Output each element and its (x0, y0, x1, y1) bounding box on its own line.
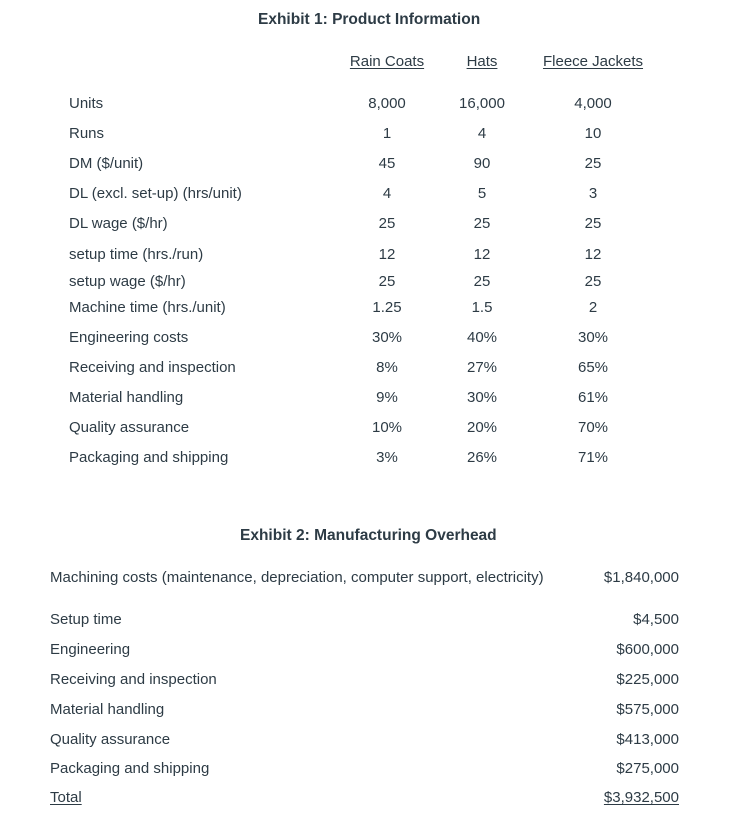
cell-fleece-jackets: 25 (584, 215, 602, 232)
overhead-value-engineering: $600,000 (616, 641, 679, 658)
row-label: setup wage ($/hr) (69, 273, 186, 290)
cell-hats: 20% (466, 419, 498, 436)
overhead-total-label: Total (50, 789, 82, 806)
overhead-value-material-handling: $575,000 (616, 701, 679, 718)
row-label: Receiving and inspection (69, 359, 236, 376)
cell-rain-coats: 30% (371, 329, 403, 346)
cell-rain-coats: 12 (378, 246, 396, 263)
cell-rain-coats: 4 (382, 185, 392, 202)
cell-hats: 4 (477, 125, 487, 142)
row-label: Material handling (69, 389, 184, 406)
cell-rain-coats: 8,000 (368, 95, 406, 112)
row-label: Runs (69, 125, 105, 142)
cell-rain-coats: 45 (378, 155, 396, 172)
cell-rain-coats: 1.25 (372, 299, 402, 316)
cell-fleece-jackets: 3 (588, 185, 598, 202)
cell-hats: 27% (466, 359, 498, 376)
exhibit2-title: Exhibit 2: Manufacturing Overhead (240, 527, 497, 544)
overhead-value-receiving: $225,000 (616, 671, 679, 688)
overhead-value-machining: $1,840,000 (603, 569, 679, 586)
overhead-value-quality: $413,000 (616, 731, 679, 748)
row-label: Engineering costs (69, 329, 189, 346)
cell-rain-coats: 8% (376, 359, 398, 376)
cell-hats: 25 (473, 215, 491, 232)
cell-fleece-jackets: 71% (577, 449, 609, 466)
exhibit1-title: Exhibit 1: Product Information (258, 11, 481, 28)
row-label: DM ($/unit) (69, 155, 144, 172)
cell-fleece-jackets: 61% (577, 389, 609, 406)
overhead-label-packaging: Packaging and shipping (50, 760, 210, 777)
cell-fleece-jackets: 65% (577, 359, 609, 376)
cell-fleece-jackets: 2 (588, 299, 598, 316)
cell-fleece-jackets: 70% (577, 419, 609, 436)
cell-hats: 90 (473, 155, 491, 172)
cell-hats: 26% (466, 449, 498, 466)
row-label: DL (excl. set-up) (hrs/unit) (69, 185, 242, 202)
cell-rain-coats: 9% (376, 389, 398, 406)
cell-fleece-jackets: 12 (584, 246, 602, 263)
column-header-rain-coats: Rain Coats (349, 53, 425, 70)
overhead-total-value: $3,932,500 (603, 789, 679, 806)
cell-fleece-jackets: 25 (584, 155, 602, 172)
overhead-label-engineering: Engineering (50, 641, 131, 658)
overhead-label-setup: Setup time (50, 611, 122, 628)
cell-rain-coats: 25 (378, 273, 396, 290)
overhead-value-setup: $4,500 (633, 611, 679, 628)
cell-hats: 1.5 (471, 299, 493, 316)
overhead-label-machining: Machining costs (maintenance, depreciation, computer support, electricity) (50, 569, 544, 586)
overhead-label-quality: Quality assurance (50, 731, 171, 748)
overhead-label-receiving: Receiving and inspection (50, 671, 217, 688)
cell-rain-coats: 1 (382, 125, 392, 142)
overhead-label-material-handling: Material handling (50, 701, 165, 718)
row-label: Units (69, 95, 104, 112)
row-label: setup time (hrs./run) (69, 246, 204, 263)
cell-rain-coats: 25 (378, 215, 396, 232)
cell-rain-coats: 3% (376, 449, 398, 466)
cell-hats: 16,000 (459, 95, 505, 112)
column-header-hats: Hats (466, 53, 498, 70)
cell-fleece-jackets: 4,000 (574, 95, 612, 112)
cell-fleece-jackets: 10 (584, 125, 602, 142)
row-label: Quality assurance (69, 419, 190, 436)
cell-fleece-jackets: 25 (584, 273, 602, 290)
cell-fleece-jackets: 30% (577, 329, 609, 346)
column-header-fleece-jackets: Fleece Jackets (542, 53, 644, 70)
row-label: Machine time (hrs./unit) (69, 299, 226, 316)
cell-rain-coats: 10% (371, 419, 403, 436)
cell-hats: 30% (466, 389, 498, 406)
row-label: Packaging and shipping (69, 449, 229, 466)
cell-hats: 40% (466, 329, 498, 346)
overhead-value-packaging: $275,000 (616, 760, 679, 777)
cell-hats: 12 (473, 246, 491, 263)
cell-hats: 25 (473, 273, 491, 290)
row-label: DL wage ($/hr) (69, 215, 168, 232)
cell-hats: 5 (477, 185, 487, 202)
